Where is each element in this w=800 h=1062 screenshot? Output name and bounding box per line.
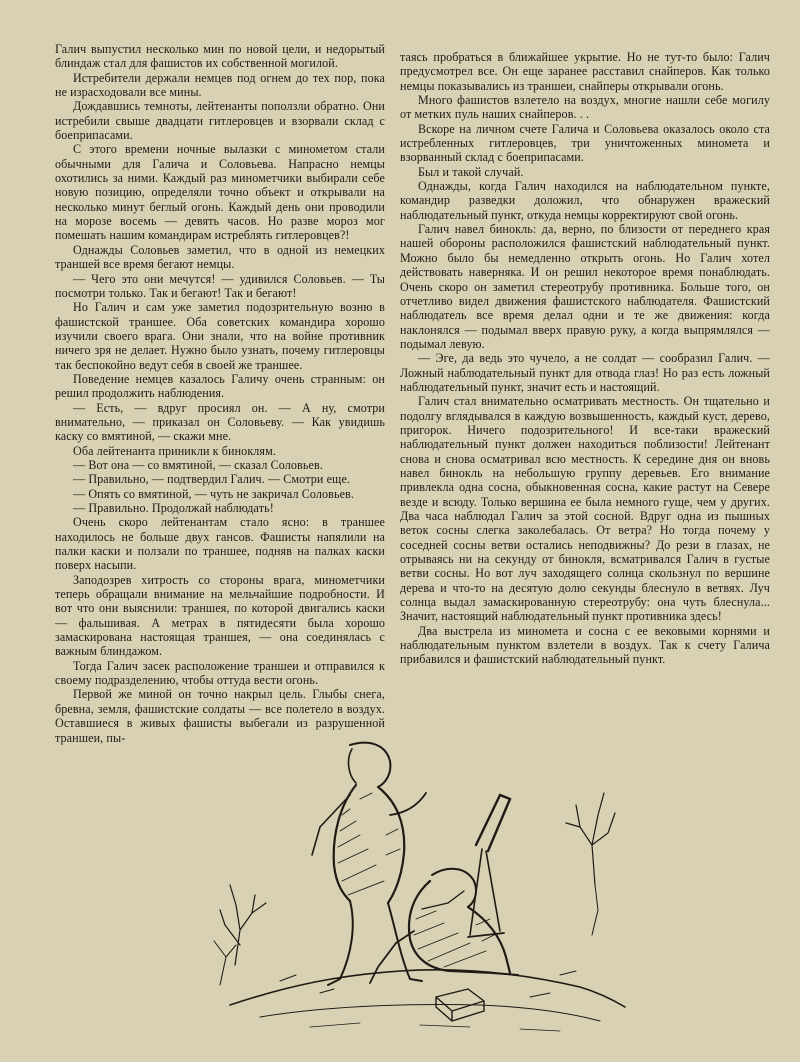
paragraph: — Правильно. Продолжай наблюдать!: [73, 501, 274, 515]
paragraph: — Правильно, — подтвердил Галич. — Смотри еще.: [73, 472, 351, 487]
paragraph: Поведение немцев казалось Галичу очень странным: он решил продолжить наблюдения.: [55, 371, 385, 401]
paragraph: Два выстрела из миномета и сосна с ее вековыми корнями и наблюдательным пунктом взлетели в воздух. Так к счету Галича прибавился и фашистский наблюдательный пункт.: [400, 623, 770, 667]
paragraph: Истребители держали немцев под огнем до тех пор, пока не израсходовали все мины.: [55, 70, 385, 100]
paragraph: Вскоре на личном счете Галича и Соловьева оказалось около ста истребленных гитлеровцев, три уничтоженных миномета и взорванный склад с боеприпасами.: [400, 121, 770, 165]
paragraph: — Чего это они мечутся! — удивился Соловьев. — Ты посмотри только. Так и бегают! Так и бегают!: [55, 271, 385, 300]
paragraph: С этого времени ночные вылазки с минометом стали обычными для Галича и Соловьева. Напрасно немцы охотились за ними. Каждый раз минометчики выбирали себе новую позицию, определяли точно объект и открывали на несколько минут беглый огонь. Каждый день они проводили на морозе восемь — девять часов. Но разве мороз мог помешать нашим командирам истреблять гитлеровцев?!: [55, 142, 385, 243]
paragraph: — Есть, — вдруг просиял он. — А ну, смотри внимательно, — приказал он Соловьеву. — Как увидишь каску со вмятиной, — скажи мне.: [55, 400, 385, 444]
paragraph: Галич навел бинокль: да, верно, по близости от переднего края нашей обороны расположился фашистский наблюдательный пункт. Можно было бы немедленно открыть огонь. Но Галич хотел действовать наверняка. И он решил некоторое время понаблюдать. Очень скоро он заметил стереотрубу противника. Больше того, он отчетливо видел движения фашистского наблюдателя. Фашистский наблюдатель все время делал одни и те же движения: когда наклонялся — подымал вверх правую руку, а когда выпрямлялся — подымал левую.: [400, 222, 770, 351]
paragraph: Оба лейтенанта приникли к биноклям.: [73, 443, 276, 458]
right-text-column: [400, 50, 770, 667]
paragraph: Однажды, когда Галич находился на наблюдательном пункте, командир разведки доложил, что обнаружен вражеский наблюдательный пункт, откуда немцы корректируют свой огонь.: [400, 179, 770, 222]
paragraph: Был и такой случай.: [418, 164, 524, 179]
paragraph: Заподозрев хитрость со стороны врага, минометчики теперь обращали внимание на мельчайшие подробности. И вот что они выяснили: траншея, по которой двигались каски — фальшивая. А метрах в пятидесяти была хорошо замаскирована настоящая траншея, — она соединялась с важным блиндажом.: [55, 572, 385, 659]
paragraph: Много фашистов взлетело на воздух, многие нашли себе могилу от метких пуль наших снайперов. . .: [400, 93, 770, 122]
paragraph: Галич стал внимательно осматривать местность. Он тщательно и подолгу вглядывался в каждую возвышенность, каждый куст, дерево, пригорок. Ничего подозрительного! И все-таки вражеский наблюдательный пункт должен находиться поблизости! Лейтенант снова и снова осматривал всю местность. К середине дня он вновь навел бинокль на небольшую группу деревьев. Его внимание привлекла одна сосна, обыкновенная сосна, какие растут на Севере везде и всюду. Только вершина ее была немного гуще, чем у других. Два часа наблюдал Галич за этой сосной. Вдруг одна из пышных веток сосны слегка заколебалась. От ветра? Но тогда почему у соседней сосны ветви остались неподвижны? До рези в глазах, не отрываясь ни на секунду от бинокля, всматривался Галич в густые ветви сосны. Но вот луч заходящего солнца скользнул по вершине дерева и что-то на десятую долю секунды блеснуло в ветвях. Луч солнца выдал замаскированную стереотрубу: она чуть блеснула... Значит, настоящий наблюдательный пункт противника здесь!: [400, 394, 770, 624]
paragraph: Галич выпустил несколько мин по новой цели, и недорытый блиндаж стал для фашистов их собственной могилой.: [55, 42, 385, 71]
paragraph: Однажды Соловьев заметил, что в одной из немецких траншей все время бегают немцы.: [55, 242, 385, 272]
left-text-column: [55, 42, 385, 745]
paragraph: Очень скоро лейтенантам стало ясно: в траншее находилось не больше двух ганcов. Фашисты напялили на палки каски и ползали по траншее, подняв на палках каски поверх насыпи.: [55, 515, 385, 573]
paragraph: Но Галич и сам уже заметил подозрительную возню в фашистской траншее. Оба советских командира хорошо изучили своего врага. Они знали, что на войне противник ничего зря не делает. Нужно было узнать, почему гитлеровцы так беспокойно ведут себя в своей же траншее.: [55, 300, 385, 372]
paragraph: таясь пробраться в ближайшее укрытие. Но не тут-то было: Галич предусмотрел все. Он еще заранее расставил снайперов. Как только немцы показывались из траншеи, снайперы открывали огонь.: [400, 50, 770, 93]
paragraph: — Эге, да ведь это чучело, а не солдат — сообразил Галич. — Ложный наблюдательный пункт для отвода глаз! Но раз есть ложный наблюдательный пункт, значит есть и настоящий.: [400, 351, 770, 394]
soldiers-mortar-illustration: [200, 735, 630, 1040]
paragraph: Тогда Галич засек расположение траншеи и отправился к своему подразделению, чтобы оттуда вести огонь.: [55, 658, 385, 688]
paragraph: Первой же миной он точно накрыл цель. Глыбы снега, бревна, земля, фашистские солдаты — все полетело в воздух. Оставшиеся в живых фашисты выбегали из разрушенной траншеи, пы-: [55, 687, 385, 745]
paragraph: — Вот она — со вмятиной, — сказал Соловьев.: [73, 457, 323, 472]
paragraph: — Опять со вмятиной, — чуть не закричал Соловьев.: [73, 486, 355, 501]
paragraph: Дождавшись темноты, лейтенанты поползли обратно. Они истребили свыше двадцати гитлеровцев и взорвали склад с боеприпасами.: [55, 99, 385, 143]
